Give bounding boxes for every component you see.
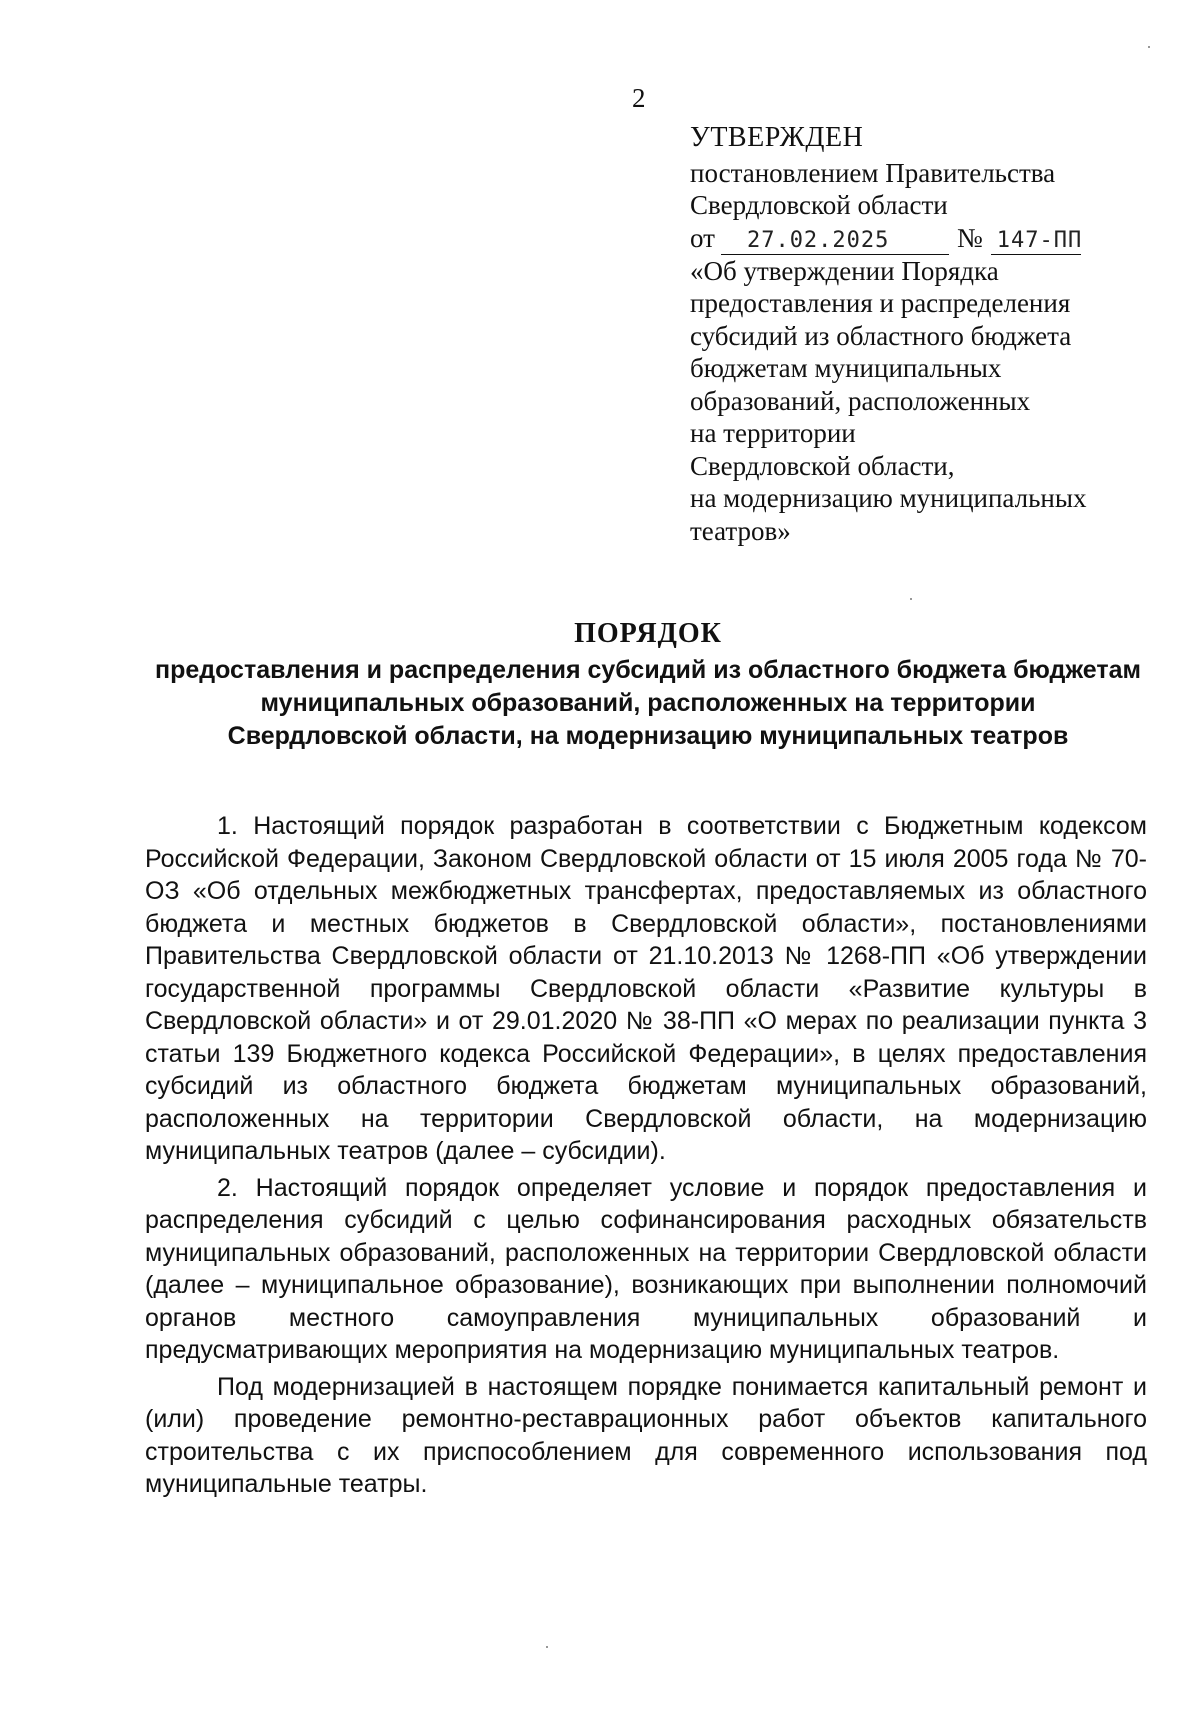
approval-stamp-block [690,122,1150,547]
approval-line: постановлением Правительства [690,157,1056,188]
subject-line: субсидий из областного бюджета [690,320,1072,351]
document-subtitle-line: предоставления и распределения субсидий из областного бюджета бюджетам [154,656,1142,684]
document-subtitle-line: Свердловской области, на модернизацию муниципальных театров [227,722,1069,750]
paragraph-2: 2. Настоящий порядок определяет условие и порядок предоставления и распределения субсидий с целью софинансирования расходных обязательств муниципальных образований, расположенных на территории Свердловской области (далее – муниципальное образование), возникающих при выполнении полномочий органов местного самоуправления муниципальных образований и предусматривающих мероприятия на модернизацию муниципальных театров. [145,1173,1147,1364]
subject-line: бюджетам муниципальных [690,353,1002,383]
subject-line: «Об утверждении Порядка [690,255,999,286]
document-body [145,810,1147,1505]
document-title-block [120,616,1176,753]
scan-speck [546,1646,548,1648]
number-sign: № [956,222,983,253]
subject-line: Свердловской области, [690,450,955,481]
subject-line: предоставления и распределения [690,288,1071,318]
date-number-line [690,222,1150,255]
approval-line: Свердловской области [690,190,948,220]
subject-line: образований, расположенных [690,385,1031,416]
subject-line: театров» [690,515,791,546]
scan-speck [1148,46,1150,48]
scan-speck [910,598,912,600]
paragraph-3: Под модернизацией в настоящем порядке понимается капитальный ремонт и (или) проведение ремонтно-реставрационных работ объектов капитального строительства с их приспособлением для современного использования под муниципальные театры. [145,1372,1147,1498]
paragraph-1: 1. Настоящий порядок разработан в соответствии с Бюджетным кодексом Российской Федерации, Законом Свердловской области от 15 июля 2005 года № 70-ОЗ «Об отдельных межбюджетных трансфертах, предоставляемых из областного бюджета и местных бюджетов в Свердловской области», постановлениями Правительства Свердловской области от 21.10.2013 № 1268-ПП «Об утверждении государственной программы Свердловской области «Развитие культуры в Свердловской области» и от 29.01.2020 № 38-ПП «О мерах по реализации пункта 3 статьи 139 Бюджетного кодекса Российской Федерации», в целях предоставления субсидий из областного бюджета бюджетам муниципальных образований, расположенных на территории Свердловской области, на модернизацию муниципальных театров (далее – субсидии). [145,812,1147,1165]
number-field: 147-ПП [991,228,1081,255]
document-title: ПОРЯДОК [574,618,722,649]
subject-line: на территории [690,418,856,448]
page-number: 2 [632,83,646,113]
document-subtitle-line: муниципальных образований, расположенных на территории [260,689,1036,717]
approved-title: УТВЕРЖДЕН [690,122,864,153]
subject-line: на модернизацию муниципальных [690,483,1087,513]
date-field: 27.02.2025 [721,228,949,255]
date-prefix: от [690,222,715,253]
